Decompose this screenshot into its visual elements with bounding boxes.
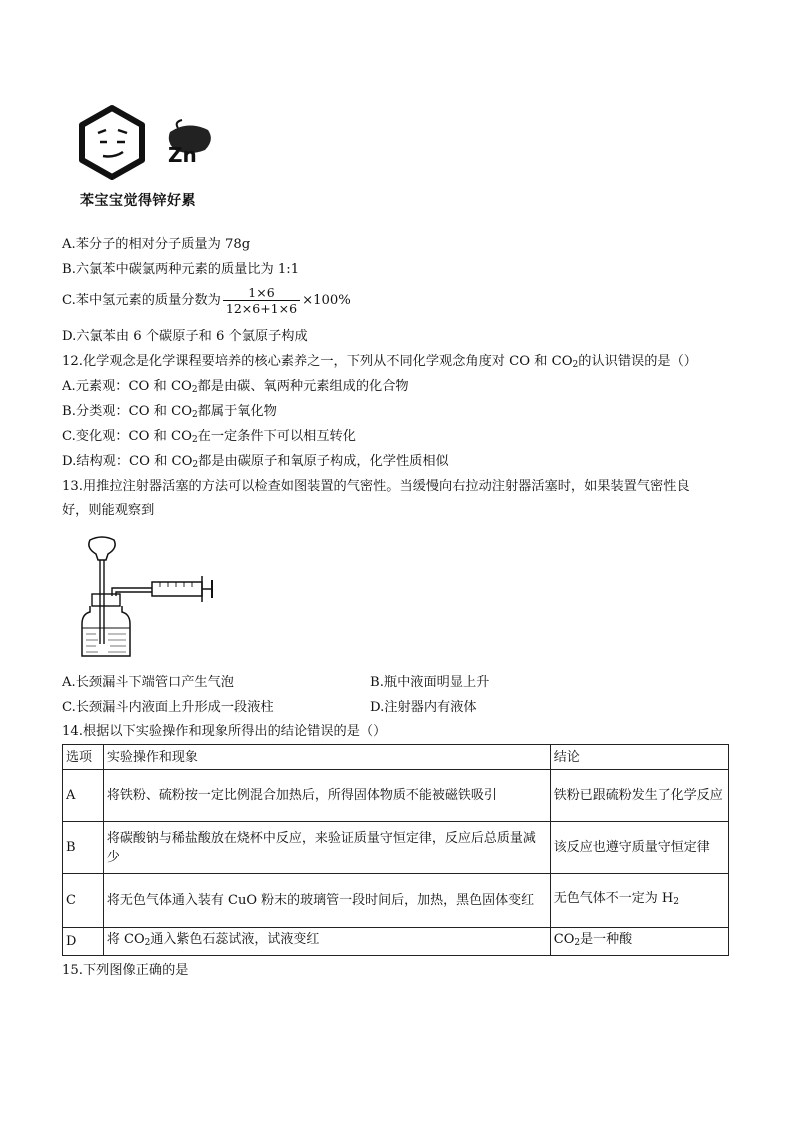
cell-operation: 将 $CO_2$通入紫色石蕊试液，试液变红 [103,928,550,956]
cell-option: B [63,822,104,874]
zn-label: Zn [168,143,197,167]
figure-caption: 苯宝宝觉得锌好累 [80,193,196,209]
q12-stem: 12.化学观念是化学课程要培养的核心素养之一，下列从不同化学观念角度对 CO 和 $CO_2$的认识错误的是（） [62,354,697,370]
table-row [63,928,729,956]
cell-conclusion: 无色气体不一定为 $H_2$ [550,874,728,928]
table-row [63,874,729,928]
q11-option-c: C.苯中氢元素的质量分数为 $\frac{1\times 6}{12\times 6+1\times 6}$ ×100% [62,285,351,316]
q13-option-b: B.瓶中液面明显上升 [370,675,490,690]
header-operation: 实验操作和现象 [103,745,550,770]
header-option: 选项 [63,745,104,770]
cell-operation: 将碳酸钠与稀盐酸放在烧杯中反应，来验证质量守恒定律，反应后总质量减少 [103,822,550,874]
table-header-row [63,745,729,770]
cell-operation: 将铁粉、硫粉按一定比例混合加热后，所得固体物质不能被磁铁吸引 [103,770,550,822]
q14-table [62,744,729,956]
q12-option-b: B.分类观：CO 和 $CO_2$都属于氧化物 [62,404,277,420]
apparatus-diagram [72,532,222,660]
cell-conclusion: $CO_2$是一种酸 [550,928,728,956]
q13-stem-line2: 好，则能观察到 [62,503,155,518]
table-row [63,770,729,822]
q12-option-a: A.元素观：CO 和 $CO_2$都是由碳、氧两种元素组成的化合物 [62,379,409,395]
cell-operation: 将无色气体通入装有 CuO 粉末的玻璃管一段时间后，加热，黑色固体变红 [103,874,550,928]
cell-conclusion: 铁粉已跟硫粉发生了化学反应 [550,770,728,822]
cell-option: C [63,874,104,928]
q15-stem: 15.下列图像正确的是 [62,963,189,978]
q11-option-d: D.六氯苯由 6 个碳原子和 6 个氯原子构成 [62,329,308,344]
q12-option-d: D.结构观：CO 和 $CO_2$都是由碳原子和氧原子构成，化学性质相似 [62,454,449,470]
q13-option-a: A.长颈漏斗下端管口产生气泡 [62,675,234,690]
fraction: $\frac{1\times 6}{12\times 6+1\times 6}$ [223,285,300,316]
q14-stem: 14.根据以下实验操作和现象所得出的结论错误的是（） [62,724,387,739]
cell-conclusion: 该反应也遵守质量守恒定律 [550,822,728,874]
cell-option: D [63,928,104,956]
q11-option-a: A.苯分子的相对分子质量为 78g [62,237,251,252]
cell-option: A [63,770,104,822]
q12-option-c: C.变化观：CO 和 $CO_2$在一定条件下可以相互转化 [62,429,356,445]
table-row [63,822,729,874]
q13-option-d: D.注射器内有液体 [370,700,477,715]
q13-stem-line1: 13.用推拉注射器活塞的方法可以检查如图装置的气密性。当缓慢向右拉动注射器活塞时，如果装置气密性良 [62,479,690,494]
q11-option-b: B.六氯苯中碳氯两种元素的质量比为 1:1 [62,262,300,277]
q13-option-c: C.长颈漏斗内液面上升形成一段液柱 [62,700,274,715]
header-conclusion: 结论 [550,745,728,770]
